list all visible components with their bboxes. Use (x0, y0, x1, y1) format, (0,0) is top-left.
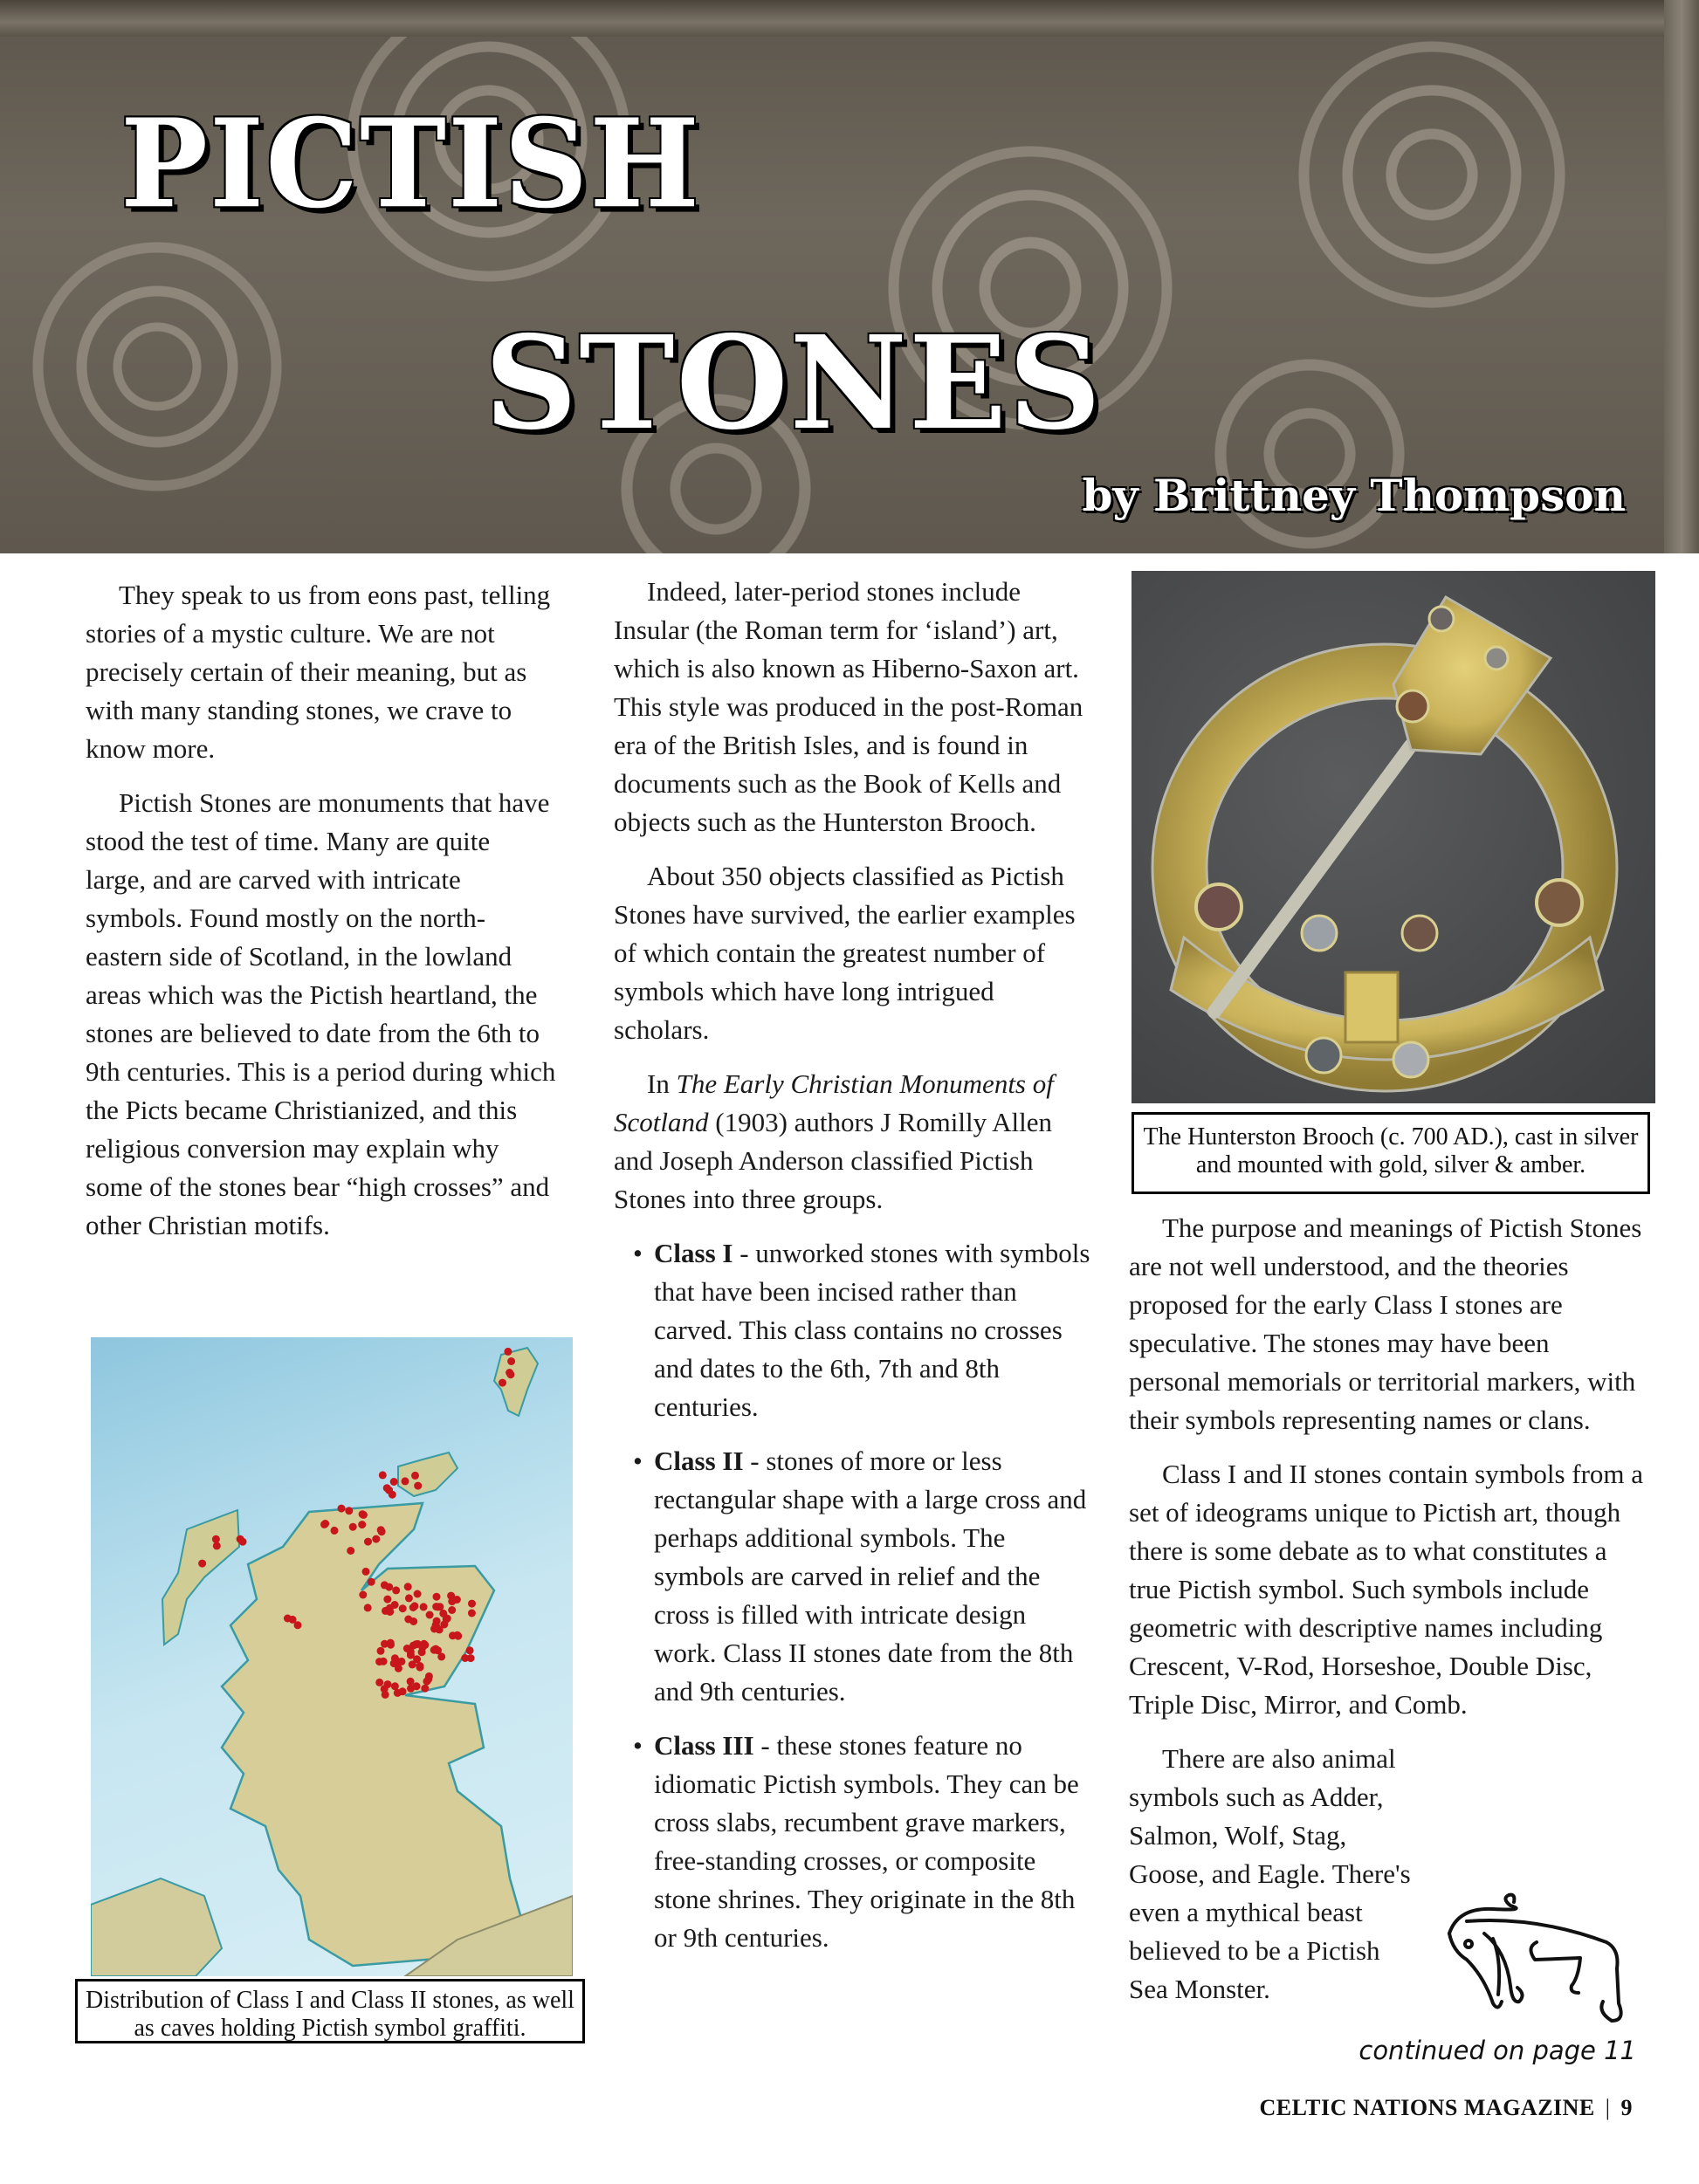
gem (1397, 690, 1428, 722)
stone-site-marker (433, 1593, 441, 1601)
stone-site-marker (213, 1542, 221, 1549)
stone-site-marker (360, 1511, 368, 1519)
article-column-1 (86, 576, 557, 1260)
article-title-line-2: stones (485, 256, 1104, 471)
map-illustration (91, 1337, 573, 1976)
class-list-item (633, 1234, 1094, 1426)
gem (1537, 880, 1582, 925)
book-title: The Early Christian Monuments of Scotland (614, 1068, 1054, 1137)
stone-site-marker (385, 1583, 393, 1591)
stone-site-marker (507, 1357, 515, 1365)
stone-site-marker (409, 1660, 416, 1668)
stone-site-marker (444, 1615, 451, 1623)
stone-site-marker (362, 1568, 370, 1576)
stone-site-marker (364, 1604, 372, 1611)
citation-prefix: In (647, 1068, 677, 1099)
stone-site-marker (468, 1600, 476, 1608)
stone-site-marker (433, 1617, 441, 1625)
paragraph: Class I and II stones contain symbols from a set of ideograms unique to Pictish art, though there is some debate as to what constitutes a true Pictish symbol. Such symbols include geometric with descriptive names including Crescent, V-Rod, Horseshoe, Double Disc, Triple Disc, Mirror, and Comb. (1129, 1459, 1644, 1720)
bullet-icon: • (633, 1446, 643, 1476)
stone-site-marker (359, 1591, 367, 1599)
stone-site-marker (379, 1471, 387, 1479)
carved-stone-frame-edge (1664, 0, 1699, 553)
brooch-caption: The Hunterston Brooch (c. 700 AD.), cast in silver and mounted with gold, silver & amber. (1132, 1112, 1650, 1194)
paragraph: The purpose and meanings of Pictish Stones are not well understood, and the theories proposed for the early Class I stones are speculative. The stones may have been personal memorials or territorial markers, with their symbols representing names or clans. (1129, 1212, 1642, 1435)
class-list-item (633, 1727, 1094, 1957)
stone-site-marker (421, 1685, 429, 1693)
stone-site-marker (461, 1654, 469, 1662)
stone-site-marker (420, 1603, 428, 1611)
stone-site-marker (416, 1664, 424, 1672)
stone-site-marker (372, 1535, 380, 1543)
citation-suffix: (1903) authors J Romilly Allen and Joseph Anderson classified Pictish Stones into three groups. (614, 1107, 1053, 1214)
hunterston-brooch-photo (1132, 571, 1655, 1103)
stone-site-marker (403, 1645, 411, 1652)
citation-paragraph (614, 1065, 1094, 1219)
class-list-item (633, 1442, 1094, 1711)
stone-site-marker (466, 1646, 474, 1654)
stone-site-marker (349, 1523, 357, 1531)
stone-site-marker (410, 1602, 418, 1610)
title-banner (0, 0, 1699, 553)
gem (1429, 607, 1454, 631)
map-land-orkney (398, 1453, 457, 1496)
stone-site-marker (387, 1639, 395, 1647)
stone-site-marker (386, 1608, 394, 1616)
stone-site-marker (380, 1658, 388, 1665)
stone-site-marker (212, 1535, 220, 1543)
paragraph: About 350 objects classified as Pictish Stones have survived, the earlier examples of which contain the greatest number of symbols which have long intrigued scholars. (614, 861, 1076, 1045)
stone-site-marker (407, 1652, 415, 1659)
bullet-icon: • (633, 1238, 643, 1268)
stone-site-marker (426, 1611, 434, 1619)
stone-site-marker (391, 1601, 399, 1609)
stone-site-marker (198, 1560, 206, 1568)
gem (1485, 647, 1508, 670)
map-land-scotland (222, 1503, 527, 1966)
stone-site-marker (237, 1535, 244, 1543)
stone-site-marker (404, 1616, 412, 1624)
map-land-ireland (91, 1878, 222, 1976)
article-column-2 (614, 573, 1094, 1973)
paragraph: Indeed, later-period stones include Insular (the Roman term for ‘island’) art, which is also known as Hiberno-Saxon art. This style was produced in the post-Roman era of the British Isles, and is found in documents such as the Book of Kells and objects such as the Hunterston Brooch. (614, 576, 1083, 837)
pictish-beast-icon (1432, 1890, 1641, 2029)
continued-link[interactable]: continued on page 11 (1359, 2036, 1636, 2065)
article-title-line-1: pictish (120, 43, 701, 248)
paragraph: Pictish Stones are monuments that have stood the test of time. Many are quite large, and are carved with intricate symbols. Found mostly on the north-eastern side of Scotland, in the lowland areas which was the Pictish heartland, the stones are believed to date from the 6th to 9th centuries. This is a period during which the Picts became Christianized, and this religious conversion may explain why some of the stones bear “high crosses” and other Christian motifs. (86, 787, 556, 1240)
paragraph: There are also animal symbols such as Adder, Salmon, Wolf, Stag, Goose, and Eagle. There's even a mythical beast believed to be a Pictish Sea Monster. (1129, 1743, 1411, 2004)
class-name: Class III (654, 1730, 754, 1761)
stone-site-marker (390, 1478, 398, 1486)
stone-site-marker (453, 1631, 461, 1639)
gem (1402, 916, 1437, 951)
page-footer (1260, 2095, 1633, 2121)
stone-site-marker (434, 1603, 442, 1611)
gem (1302, 916, 1337, 951)
author-byline: by Brittney Thompson (1082, 470, 1626, 521)
stone-site-marker (391, 1682, 399, 1690)
page-number: 9 (1620, 2095, 1633, 2120)
stone-site-marker (395, 1665, 402, 1672)
stone-site-marker (399, 1687, 407, 1695)
stone-site-marker (425, 1672, 433, 1680)
stone-site-marker (407, 1678, 415, 1686)
stone-site-marker (284, 1615, 292, 1623)
brooch-center-panel (1345, 972, 1398, 1042)
stone-site-marker (468, 1610, 476, 1617)
stone-site-marker (414, 1590, 422, 1598)
stone-site-marker (402, 1477, 409, 1485)
gem (1306, 1038, 1341, 1073)
stone-site-marker (375, 1679, 383, 1686)
stone-site-marker (377, 1526, 385, 1534)
stone-site-marker (405, 1594, 413, 1602)
stone-site-marker (347, 1547, 354, 1555)
scotland-distribution-map (91, 1337, 573, 1976)
footer-separator: | (1605, 2095, 1611, 2120)
stone-site-marker (504, 1348, 512, 1356)
stone-site-marker (506, 1370, 514, 1378)
stone-site-marker (453, 1596, 461, 1604)
stone-site-marker (414, 1482, 422, 1490)
gem (1393, 1042, 1428, 1077)
stone-site-marker (430, 1646, 438, 1654)
stone-site-marker (338, 1505, 346, 1513)
stone-site-marker (331, 1527, 339, 1535)
stone-site-marker (358, 1521, 366, 1528)
stone-site-marker (320, 1521, 328, 1528)
carved-stone-frame (0, 0, 1699, 37)
class-name: Class II (654, 1446, 744, 1476)
map-land-outer-hebrides (162, 1510, 239, 1645)
stone-site-marker (448, 1606, 456, 1614)
class-description: - these stones feature no idiomatic Pictish symbols. They can be cross slabs, recumbent grave markers, free-standing crosses, or composite stone shrines. They originate in the 8th or 9th centuries. (654, 1730, 1079, 1953)
stone-site-marker (377, 1647, 385, 1655)
map-caption: Distribution of Class I and Class II stones, as well as caves holding Pictish symbol graffiti. (75, 1979, 585, 2043)
bullet-icon: • (633, 1730, 643, 1761)
gem (1196, 884, 1242, 930)
stone-site-marker (418, 1644, 426, 1652)
stone-site-marker (364, 1538, 372, 1546)
stone-site-marker (345, 1507, 353, 1514)
stone-site-marker (383, 1596, 391, 1604)
class-description: - unworked stones with symbols that have been incised rather than carved. This class contains no crosses and dates to the 6th, 7th and 8th centuries. (654, 1238, 1090, 1422)
stone-class-list (614, 1234, 1094, 1957)
stone-site-marker (394, 1658, 402, 1665)
stone-site-marker (392, 1586, 400, 1594)
magazine-name: CELTIC NATIONS MAGAZINE (1259, 2095, 1595, 2120)
brooch-illustration (1132, 571, 1655, 1103)
class-description: - stones of more or less rectangular shape with a large cross and perhaps additional symbols. The symbols are carved in relief and the cross is filled with intricate design work. Class II stones date from the 8th and 9th centuries. (654, 1446, 1087, 1707)
stone-site-marker (499, 1379, 506, 1387)
stone-site-marker (381, 1685, 389, 1693)
stone-site-marker (399, 1604, 407, 1612)
stone-site-marker (389, 1491, 396, 1499)
paragraph: They speak to us from eons past, telling stories of a mystic culture. We are not precisely certain of their meaning, but as with many standing stones, we crave to know more. (86, 580, 551, 764)
stone-site-marker (294, 1621, 302, 1629)
stone-site-marker (404, 1583, 412, 1590)
stone-site-marker (411, 1472, 419, 1480)
class-name: Class I (654, 1238, 733, 1268)
stone-site-marker (368, 1578, 375, 1586)
